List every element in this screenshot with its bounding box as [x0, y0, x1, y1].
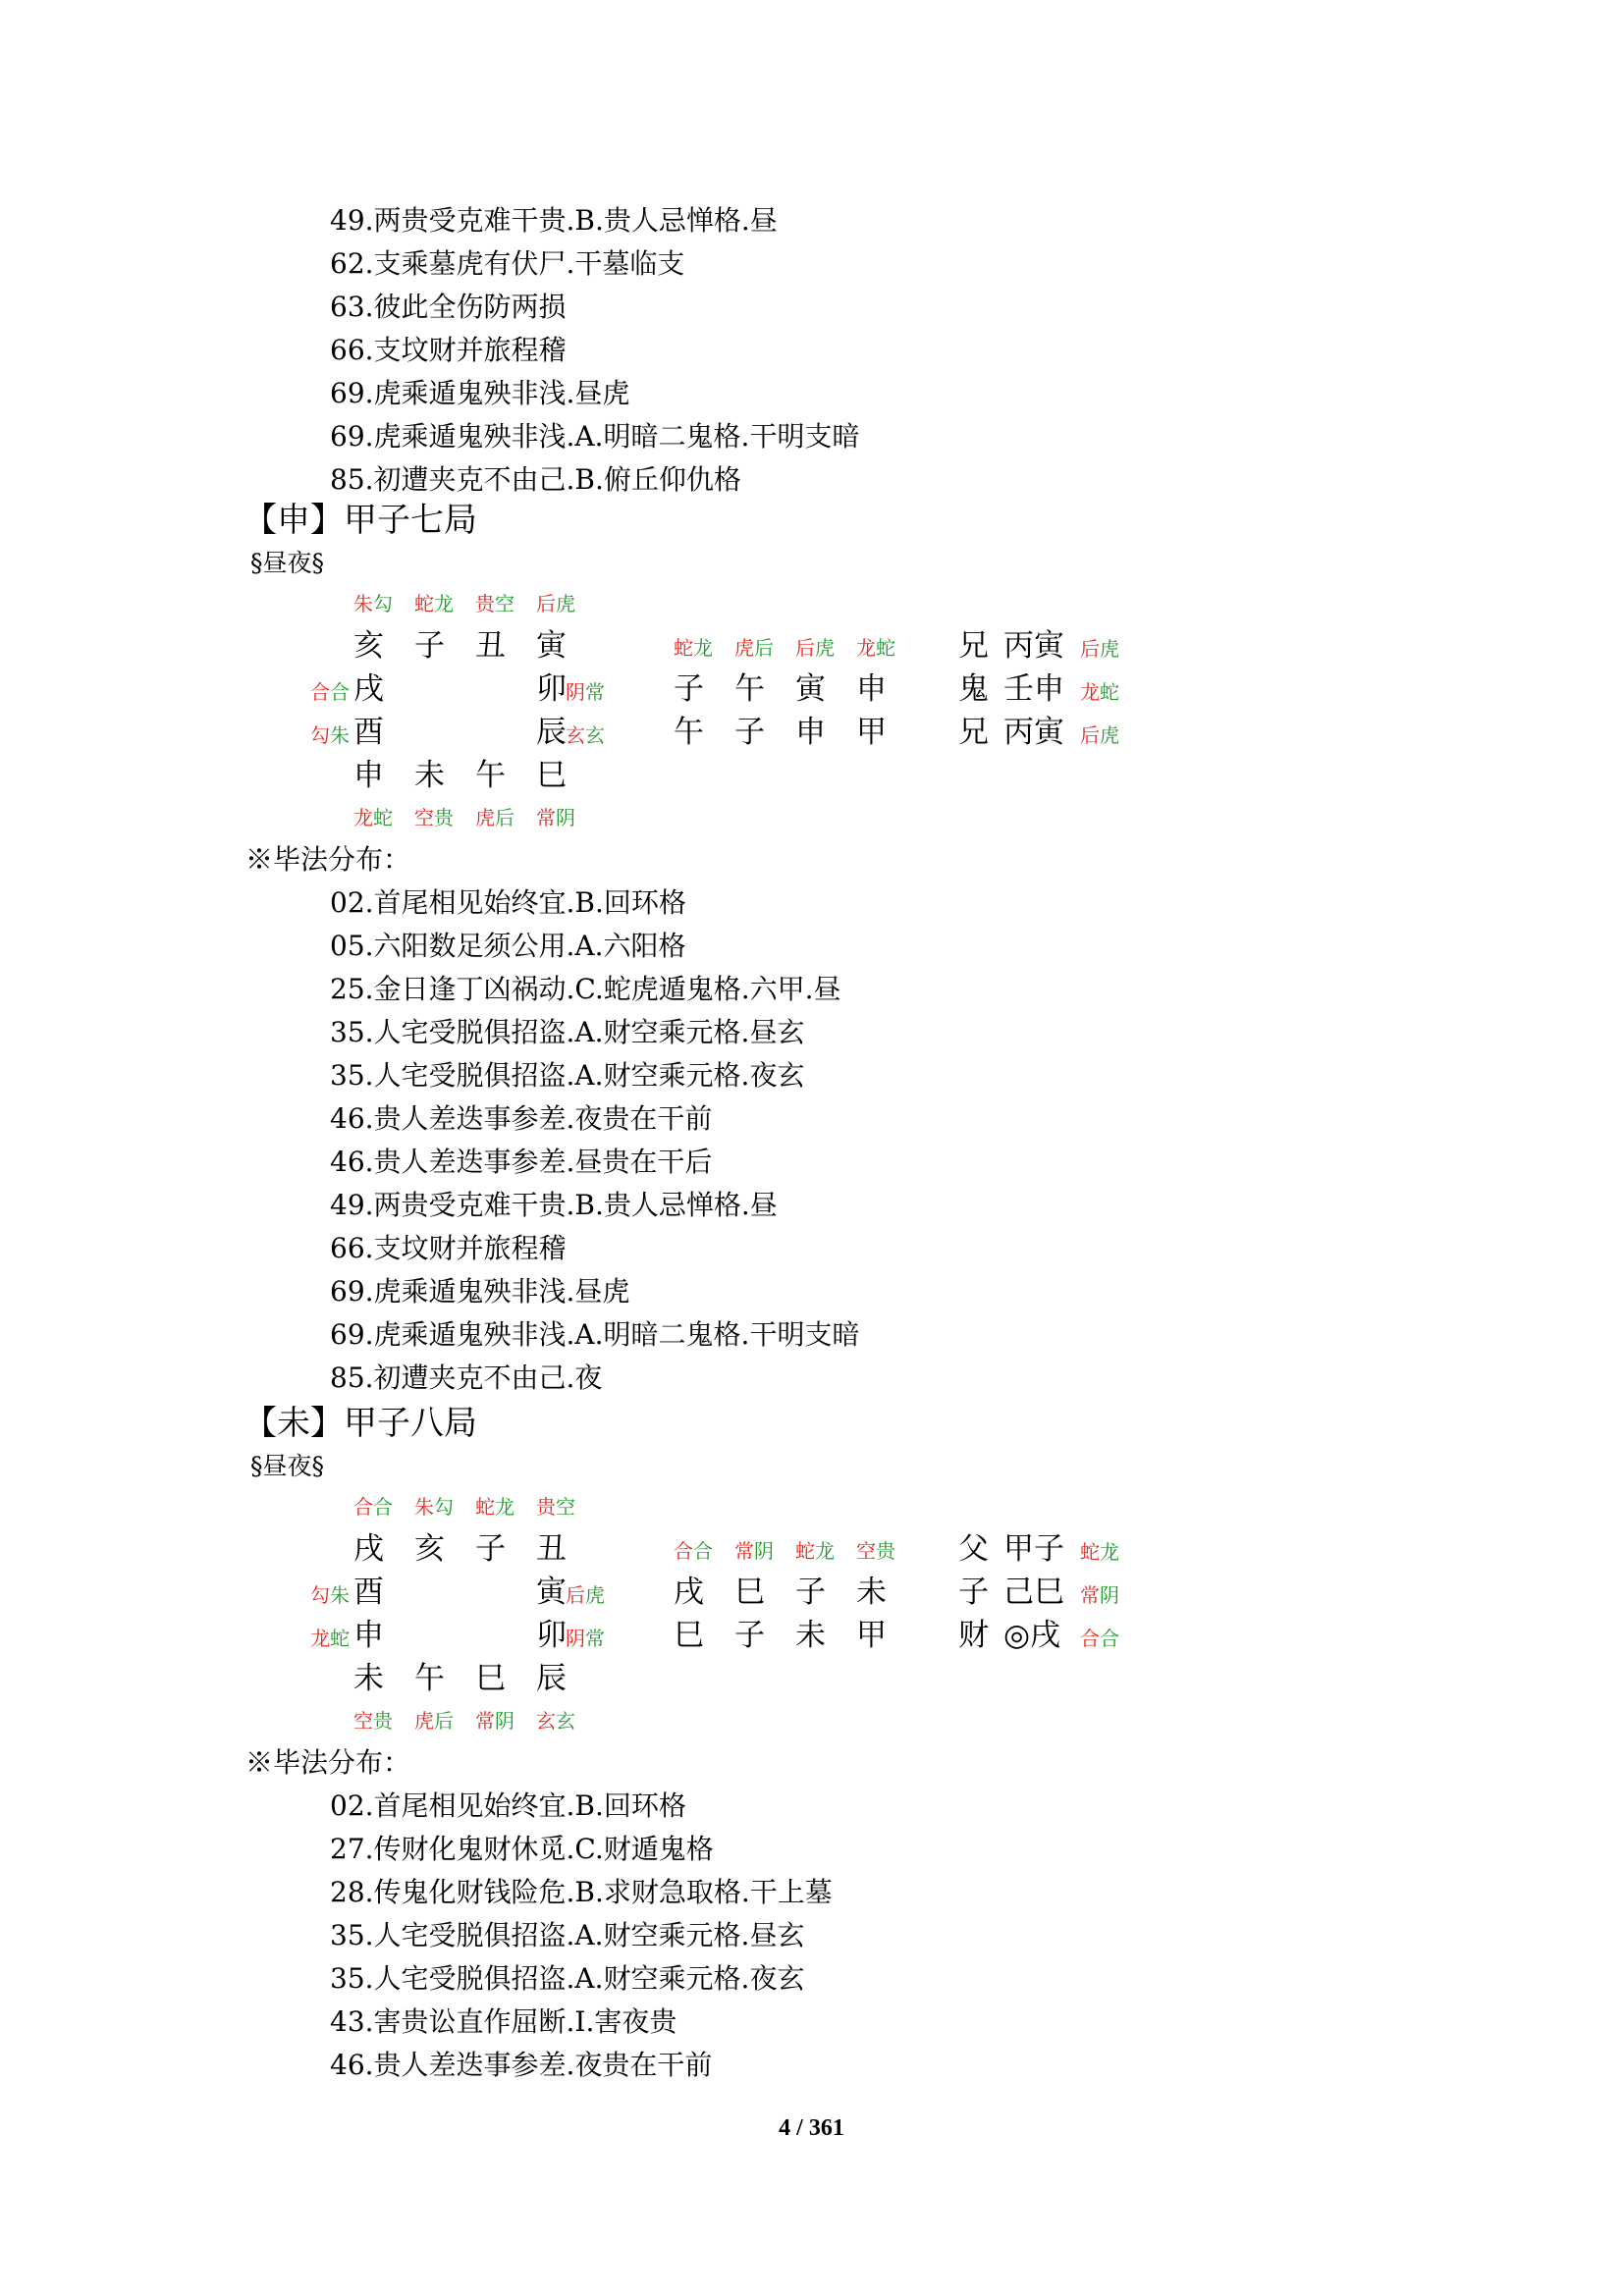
- section-title: 【申】甲子七局: [243, 501, 477, 540]
- right-god-day: 阴: [566, 680, 585, 704]
- top-god-night: 空: [556, 1495, 575, 1519]
- left-god-pair: [310, 1580, 350, 1610]
- ke-lower-branch: 午: [674, 715, 704, 750]
- ke-god-night: 贵: [876, 1539, 895, 1563]
- chuan-god-day: 常: [1080, 1583, 1100, 1607]
- bottom-god-pair: [536, 803, 575, 832]
- ke-upper-branch: 戌: [674, 1575, 704, 1610]
- plate-bottom-branch: 未: [414, 758, 445, 793]
- chuan-god-night: 虎: [1100, 723, 1119, 747]
- right-god-day: 后: [566, 1583, 585, 1607]
- top-god-pair: [475, 589, 514, 618]
- left-god-day: 合: [310, 680, 330, 704]
- bottom-god-pair: [414, 1706, 454, 1735]
- top-god-day: 贵: [475, 592, 495, 615]
- right-god-pair: [566, 1624, 605, 1653]
- plate-bottom-branch: 辰: [536, 1661, 567, 1696]
- right-god-day: 阴: [566, 1627, 585, 1650]
- bifa-item: 05.六阳数足须公用.A.六阳格: [330, 930, 686, 962]
- bifa-label: ※毕法分布：: [245, 843, 411, 876]
- page-number: 4 / 361: [779, 2115, 844, 2141]
- plate-left-branch: 申: [353, 1618, 384, 1653]
- plate-top-branch: 亥: [414, 1531, 445, 1567]
- bifa-item: 69.虎乘遁鬼殃非浅.A.明暗二鬼格.干明支暗: [330, 1318, 860, 1351]
- ke-lower-branch: 子: [734, 715, 765, 750]
- bottom-god-day: 常: [475, 1709, 495, 1733]
- ke-god-day: 合: [674, 1539, 693, 1563]
- top-god-night: 龙: [495, 1495, 514, 1519]
- section-subtitle: §昼夜§: [250, 1452, 325, 1480]
- chuan-god-day: 龙: [1080, 680, 1100, 704]
- bifa-item: 69.虎乘遁鬼殃非浅.A.明暗二鬼格.干明支暗: [330, 420, 860, 453]
- right-god-pair: [566, 677, 605, 707]
- ke-god-night: 虎: [815, 636, 835, 660]
- chuan-god-night: 虎: [1100, 637, 1119, 661]
- plate-right-branch: 辰: [536, 715, 567, 750]
- top-god-night: 龙: [434, 592, 454, 615]
- chuan-relation: 子: [958, 1575, 989, 1610]
- chuan-relation: 兄: [958, 628, 989, 664]
- plate-top-branch: 戌: [353, 1531, 384, 1567]
- chuan-god-night: 阴: [1100, 1583, 1119, 1607]
- bifa-label: ※毕法分布：: [245, 1746, 411, 1779]
- ke-god-night: 阴: [754, 1539, 774, 1563]
- chuan-god-pair: [1080, 634, 1119, 664]
- plate-left-branch: 戌: [353, 671, 384, 707]
- bottom-god-night: 后: [434, 1709, 454, 1733]
- plate-bottom-branch: 午: [475, 758, 506, 793]
- bifa-item: 35.人宅受脱俱招盗.A.财空乘元格.昼玄: [330, 1919, 805, 1951]
- bottom-god-day: 虎: [414, 1709, 434, 1733]
- plate-right-branch: 卯: [536, 1618, 567, 1653]
- chuan-stem-branch: ◎戌: [1003, 1618, 1061, 1653]
- chuan-god-day: 合: [1080, 1627, 1100, 1650]
- chuan-god-pair: [1080, 1580, 1119, 1610]
- bifa-item: 85.初遭夹克不由己.夜: [330, 1362, 603, 1394]
- plate-left-branch: 酉: [353, 1575, 384, 1610]
- bifa-item: 25.金日逢丁凶祸动.C.蛇虎遁鬼格.六甲.昼: [330, 973, 841, 1005]
- plate-bottom-branch: 巳: [475, 1661, 506, 1696]
- ke-god-night: 蛇: [876, 636, 895, 660]
- bottom-god-day: 龙: [353, 806, 373, 829]
- bifa-item: 02.首尾相见始终宜.B.回环格: [330, 886, 686, 919]
- ke-god-pair: [674, 1536, 713, 1566]
- left-god-pair: [310, 721, 350, 750]
- plate-right-branch: 卯: [536, 671, 567, 707]
- ke-god-day: 后: [795, 636, 815, 660]
- top-god-day: 蛇: [475, 1495, 495, 1519]
- top-god-pair: [414, 589, 454, 618]
- right-god-night: 常: [585, 680, 605, 704]
- bifa-item: 28.传鬼化财钱险危.B.求财急取格.干上墓: [330, 1876, 833, 1908]
- chuan-relation: 鬼: [958, 671, 989, 707]
- right-god-pair: [566, 1580, 605, 1610]
- bifa-item: 85.初遭夹克不由己.B.俯丘仰仇格: [330, 463, 741, 496]
- top-god-night: 勾: [434, 1495, 454, 1519]
- top-god-night: 合: [373, 1495, 393, 1519]
- bifa-item: 62.支乘墓虎有伏尸.干墓临支: [330, 247, 685, 280]
- chuan-god-day: 蛇: [1080, 1540, 1100, 1564]
- bottom-god-pair: [475, 1706, 514, 1735]
- ke-upper-branch: 未: [856, 1575, 887, 1610]
- bottom-god-night: 贵: [434, 806, 454, 829]
- bifa-item: 35.人宅受脱俱招盗.A.财空乘元格.夜玄: [330, 1962, 805, 1995]
- bottom-god-day: 虎: [475, 806, 495, 829]
- plate-bottom-branch: 巳: [536, 758, 567, 793]
- ke-god-day: 虎: [734, 636, 754, 660]
- right-god-night: 玄: [585, 723, 605, 747]
- ke-god-day: 蛇: [795, 1539, 815, 1563]
- ke-lower-branch: 申: [795, 715, 826, 750]
- ke-lower-branch: 甲: [856, 715, 887, 750]
- bifa-item: 66.支坟财并旅程稽: [330, 334, 567, 366]
- chuan-relation: 兄: [958, 715, 989, 750]
- right-god-day: 玄: [566, 723, 585, 747]
- bifa-item: 69.虎乘遁鬼殃非浅.昼虎: [330, 377, 630, 409]
- chuan-god-night: 合: [1100, 1627, 1119, 1650]
- ke-god-night: 龙: [693, 636, 713, 660]
- ke-god-pair: [734, 1536, 774, 1566]
- top-god-day: 蛇: [414, 592, 434, 615]
- ke-lower-branch: 甲: [856, 1618, 887, 1653]
- chuan-stem-branch: 己巳: [1003, 1575, 1064, 1610]
- plate-top-branch: 丑: [475, 628, 506, 664]
- left-god-night: 蛇: [330, 1627, 350, 1650]
- ke-god-pair: [674, 633, 713, 663]
- chuan-relation: 父: [958, 1531, 989, 1567]
- bifa-item: 63.彼此全伤防两损: [330, 291, 567, 323]
- plate-bottom-branch: 午: [414, 1661, 445, 1696]
- bottom-god-pair: [414, 803, 454, 832]
- ke-upper-branch: 巳: [734, 1575, 765, 1610]
- plate-top-branch: 亥: [353, 628, 384, 664]
- bottom-god-night: 蛇: [373, 806, 393, 829]
- top-god-pair: [536, 589, 575, 618]
- bifa-item: 35.人宅受脱俱招盗.A.财空乘元格.昼玄: [330, 1016, 805, 1048]
- ke-god-night: 合: [693, 1539, 713, 1563]
- plate-left-branch: 酉: [353, 715, 384, 750]
- top-god-day: 贵: [536, 1495, 556, 1519]
- bottom-god-day: 空: [414, 806, 434, 829]
- section-title: 【未】甲子八局: [243, 1404, 477, 1443]
- top-god-day: 后: [536, 592, 556, 615]
- bottom-god-day: 玄: [536, 1709, 556, 1733]
- top-god-night: 空: [495, 592, 514, 615]
- top-god-day: 朱: [353, 592, 373, 615]
- ke-god-day: 常: [734, 1539, 754, 1563]
- ke-god-day: 空: [856, 1539, 876, 1563]
- top-god-day: 合: [353, 1495, 373, 1519]
- bottom-god-day: 常: [536, 806, 556, 829]
- left-god-day: 龙: [310, 1627, 330, 1650]
- top-god-pair: [536, 1492, 575, 1522]
- plate-right-branch: 寅: [536, 1575, 567, 1610]
- chuan-god-pair: [1080, 721, 1119, 750]
- chuan-relation: 财: [958, 1618, 989, 1653]
- chuan-god-night: 蛇: [1100, 680, 1119, 704]
- bottom-god-day: 空: [353, 1709, 373, 1733]
- bottom-god-night: 玄: [556, 1709, 575, 1733]
- ke-upper-branch: 子: [795, 1575, 826, 1610]
- ke-god-pair: [856, 633, 895, 663]
- left-god-night: 合: [330, 680, 350, 704]
- ke-lower-branch: 巳: [674, 1618, 704, 1653]
- ke-god-pair: [795, 1536, 835, 1566]
- ke-lower-branch: 未: [795, 1618, 826, 1653]
- plate-bottom-branch: 未: [353, 1661, 384, 1696]
- top-god-pair: [414, 1492, 454, 1522]
- chuan-stem-branch: 甲子: [1003, 1531, 1064, 1567]
- plate-bottom-branch: 申: [353, 758, 384, 793]
- ke-upper-branch: 寅: [795, 671, 826, 707]
- ke-god-night: 后: [754, 636, 774, 660]
- plate-top-branch: 寅: [536, 628, 567, 664]
- top-god-pair: [353, 589, 393, 618]
- right-god-night: 虎: [585, 1583, 605, 1607]
- left-god-night: 朱: [330, 723, 350, 747]
- chuan-stem-branch: 丙寅: [1003, 715, 1064, 750]
- bifa-item: 66.支坟财并旅程稽: [330, 1232, 567, 1264]
- chuan-god-day: 后: [1080, 637, 1100, 661]
- left-god-pair: [310, 677, 350, 707]
- chuan-god-day: 后: [1080, 723, 1100, 747]
- chuan-god-pair: [1080, 1537, 1119, 1567]
- top-god-pair: [353, 1492, 393, 1522]
- ke-lower-branch: 子: [734, 1618, 765, 1653]
- chuan-stem-branch: 丙寅: [1003, 628, 1064, 664]
- section-subtitle: §昼夜§: [250, 549, 325, 577]
- right-god-night: 常: [585, 1627, 605, 1650]
- ke-god-day: 龙: [856, 636, 876, 660]
- ke-god-pair: [856, 1536, 895, 1566]
- chuan-stem-branch: 壬申: [1003, 671, 1064, 707]
- bifa-item: 46.贵人差迭事参差.昼贵在干后: [330, 1146, 713, 1178]
- ke-upper-branch: 申: [856, 671, 887, 707]
- top-god-night: 勾: [373, 592, 393, 615]
- bifa-item: 43.害贵讼直作屈断.Ⅰ.害夜贵: [330, 2005, 677, 2038]
- ke-god-pair: [734, 633, 774, 663]
- plate-top-branch: 子: [475, 1531, 506, 1567]
- ke-god-pair: [795, 633, 835, 663]
- chuan-god-pair: [1080, 1624, 1119, 1653]
- left-god-pair: [310, 1624, 350, 1653]
- bifa-item: 46.贵人差迭事参差.夜贵在干前: [330, 2049, 713, 2081]
- left-god-day: 勾: [310, 723, 330, 747]
- bottom-god-night: 贵: [373, 1709, 393, 1733]
- plate-top-branch: 丑: [536, 1531, 567, 1567]
- ke-upper-branch: 午: [734, 671, 765, 707]
- ke-upper-branch: 子: [674, 671, 704, 707]
- ke-god-day: 蛇: [674, 636, 693, 660]
- bottom-god-night: 阴: [495, 1709, 514, 1733]
- bifa-item: 35.人宅受脱俱招盗.A.财空乘元格.夜玄: [330, 1059, 805, 1092]
- top-god-day: 朱: [414, 1495, 434, 1519]
- bifa-item: 49.两贵受克难干贵.B.贵人忌惮格.昼: [330, 1189, 778, 1221]
- plate-top-branch: 子: [414, 628, 445, 664]
- bifa-item: 27.传财化鬼财休觅.C.财遁鬼格: [330, 1833, 714, 1865]
- bottom-god-pair: [353, 803, 393, 832]
- ke-god-night: 龙: [815, 1539, 835, 1563]
- bifa-item: 02.首尾相见始终宜.B.回环格: [330, 1789, 686, 1822]
- bottom-god-pair: [536, 1706, 575, 1735]
- top-god-night: 虎: [556, 592, 575, 615]
- bifa-item: 46.贵人差迭事参差.夜贵在干前: [330, 1102, 713, 1135]
- bottom-god-night: 阴: [556, 806, 575, 829]
- bifa-item: 69.虎乘遁鬼殃非浅.昼虎: [330, 1275, 630, 1308]
- right-god-pair: [566, 721, 605, 750]
- bottom-god-night: 后: [495, 806, 514, 829]
- bottom-god-pair: [353, 1706, 393, 1735]
- chuan-god-night: 龙: [1100, 1540, 1119, 1564]
- left-god-day: 勾: [310, 1583, 330, 1607]
- bottom-god-pair: [475, 803, 514, 832]
- top-god-pair: [475, 1492, 514, 1522]
- chuan-god-pair: [1080, 677, 1119, 707]
- bifa-item: 49.两贵受克难干贵.B.贵人忌惮格.昼: [330, 204, 778, 237]
- left-god-night: 朱: [330, 1583, 350, 1607]
